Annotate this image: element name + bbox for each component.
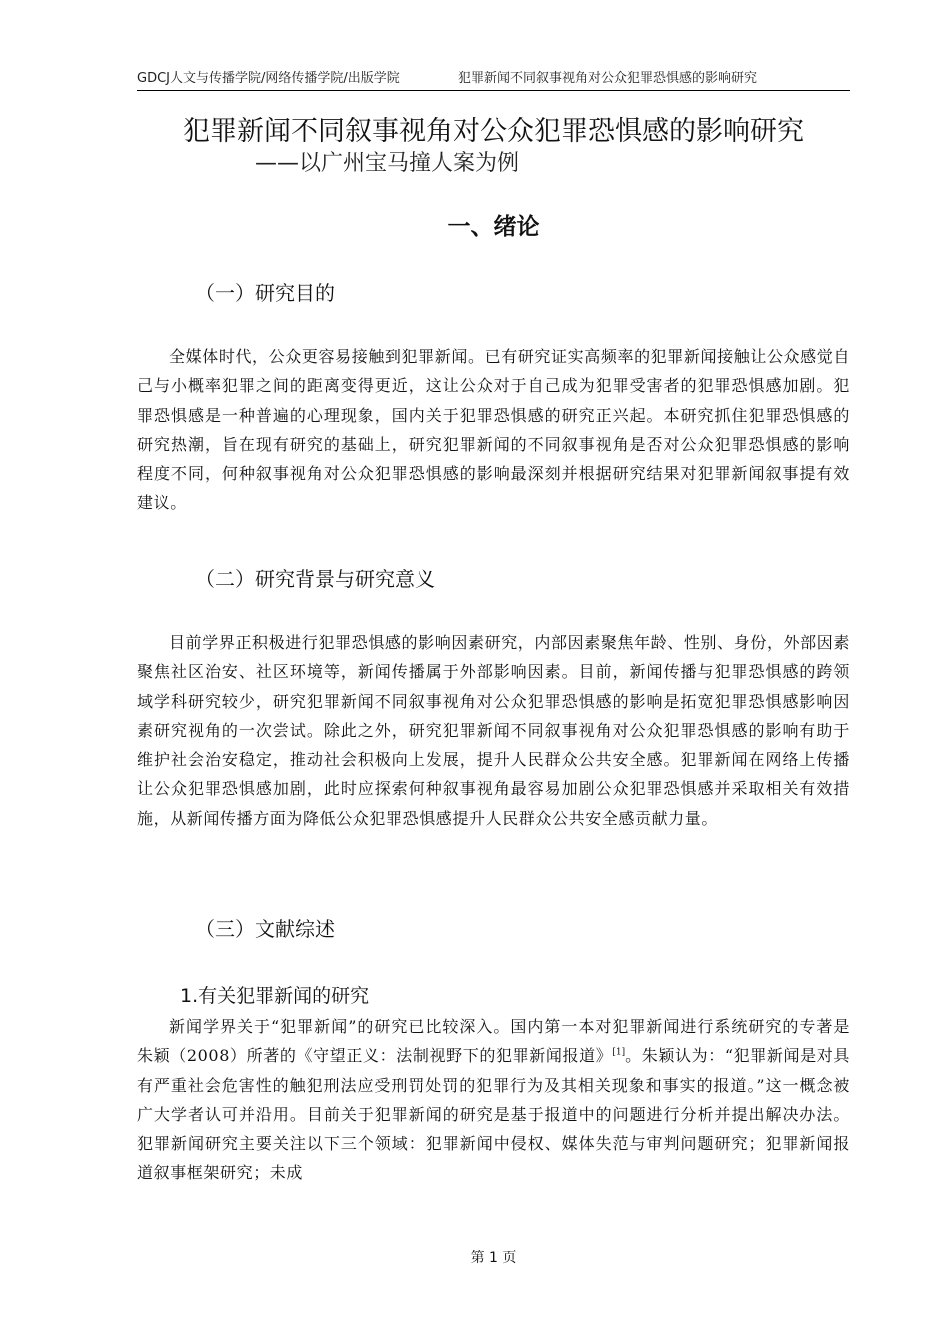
- header-paper-title: 犯罪新闻不同叙事视角对公众犯罪恐惧感的影响研究: [458, 71, 758, 86]
- page-number: 第 1 页: [470, 1250, 517, 1266]
- paragraph-text-part2: 。朱颖认为：“犯罪新闻是对具有严重社会危害性的触犯刑法应受刑罚处罚的犯罪行为及其相关现象和事实的报道。”这一概念被广大学者认可并沿用。目前关于犯罪新闻的研究是基于报道中的问题进行分析并提出解决办法。犯罪新闻研究主要关注以下三个领域：犯罪新闻中侵权、媒体失范与审判问题研究；犯罪新闻报道叙事框架研究；未成: [137, 1046, 850, 1183]
- running-header: [137, 70, 850, 90]
- chapter-heading: 一、绪论: [447, 214, 540, 240]
- subsection-heading-crime-news: 1.有关犯罪新闻的研究: [180, 985, 370, 1007]
- paragraph-text-part1: 新闻学界关于“犯罪新闻”的研究已比较深入。国内第一本对犯罪新闻进行系统研究的专著是朱颖（2008）所著的《守望正义：法制视野下的犯罪新闻报道》: [137, 1017, 850, 1066]
- paragraph-purpose: 全媒体时代，公众更容易接触到犯罪新闻。已有研究证实高频率的犯罪新闻接触让公众感觉自己与小概率犯罪之间的距离变得更近，这让公众对于自己成为犯罪受害者的犯罪恐惧感加剧。犯罪恐惧感是一种普遍的心理现象，国内关于犯罪恐惧感的研究正兴起。本研究抓住犯罪恐惧感的研究热潮，旨在现有研究的基础上，研究犯罪新闻的不同叙事视角是否对公众犯罪恐惧感的影响程度不同，何种叙事视角对公众犯罪恐惧感的影响最深刻并根据研究结果对犯罪新闻叙事提有效建议。: [137, 347, 850, 513]
- paragraph-background: 目前学界正积极进行犯罪恐惧感的影响因素研究，内部因素聚焦年龄、性别、身份，外部因素聚焦社区治安、社区环境等，新闻传播属于外部影响因素。目前，新闻传播与犯罪恐惧感的跨领域学科研究较少，研究犯罪新闻不同叙事视角对公众犯罪恐惧感的影响是拓宽犯罪恐惧感影响因素研究视角的一次尝试。除此之外，研究犯罪新闻不同叙事视角对公众犯罪恐惧感的影响有助于维护社会治安稳定，推动社会积极向上发展，提升人民群众公共安全感。犯罪新闻在网络上传播让公众犯罪恐惧感加剧，此时应探索何种叙事视角最容易加剧公众犯罪恐惧感并采取相关有效措施，从新闻传播方面为降低公众犯罪恐惧感提升人民群众公共安全感贡献力量。: [137, 633, 850, 828]
- paper-subtitle: ——以广州宝马撞人案为例: [255, 151, 520, 176]
- header-divider: [137, 90, 850, 91]
- section-heading-literature: （三）文献综述: [195, 917, 335, 941]
- section-heading-purpose: （一）研究目的: [195, 281, 335, 305]
- header-institution: GDCJ人文与传播学院/网络传播学院/出版学院: [137, 71, 400, 86]
- paper-title: 犯罪新闻不同叙事视角对公众犯罪恐惧感的影响研究: [183, 116, 804, 147]
- citation-marker[interactable]: [1]: [612, 1047, 626, 1058]
- section-heading-background: （二）研究背景与研究意义: [195, 567, 435, 591]
- paragraph-crime-news: [137, 1012, 850, 1188]
